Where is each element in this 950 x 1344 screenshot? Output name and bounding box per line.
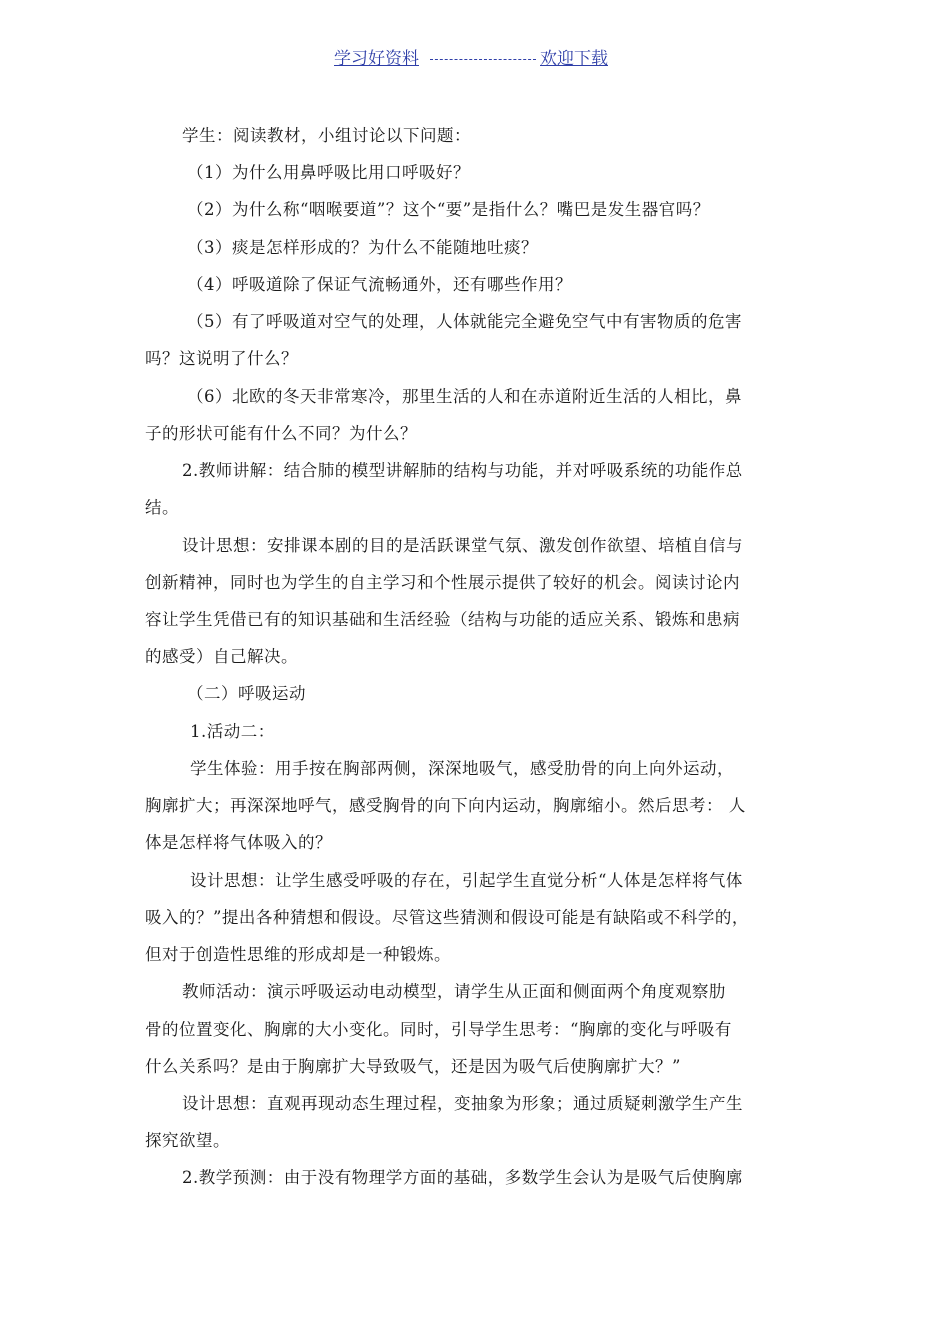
text-line: 2.教师讲解：结合肺的模型讲解肺的结构与功能，并对呼吸系统的功能作总	[182, 461, 743, 480]
text-line: （6）北欧的冬天非常寒冷，那里生活的人和在赤道附近生活的人相比，鼻	[187, 387, 742, 406]
text-line: （4）呼吸道除了保证气流畅通外，还有哪些作用？	[187, 275, 572, 294]
text-line: （3）痰是怎样形成的？为什么不能随地吐痰？	[187, 238, 538, 257]
text-line: 设计思想：让学生感受呼吸的存在，引起学生直觉分析“人体是怎样将气体	[190, 871, 743, 890]
page-header	[0, 44, 950, 72]
section-heading: （二）呼吸运动	[187, 684, 306, 703]
text-line: 学生：阅读教材，小组讨论以下问题：	[182, 126, 471, 145]
text-line: 什么关系吗？是由于胸廓扩大导致吸气，还是因为吸气后使胸廓扩大？”	[145, 1057, 681, 1076]
text-line: 但对于创造性思维的形成却是一种锻炼。	[145, 945, 451, 964]
text-line: 吸入的？”提出各种猜想和假设。尽管这些猜测和假设可能是有缺陷或不科学的，	[145, 908, 749, 927]
header-dashed-divider	[430, 59, 536, 60]
text-line: 学生体验：用手按在胸部两侧，深深地吸气，感受肋骨的向上向外运动，	[190, 759, 734, 778]
text-line: 体是怎样将气体吸入的？	[145, 833, 332, 852]
text-line: 吗？这说明了什么？	[145, 349, 298, 368]
text-line: 探究欲望。	[145, 1131, 230, 1150]
text-line: 的感受）自己解决。	[145, 647, 298, 666]
text-line: 胸廓扩大；再深深地呼气，感受胸骨的向下向内运动，胸廓缩小。然后思考： 人	[145, 796, 746, 815]
text-line: 骨的位置变化、胸廓的大小变化。同时，引导学生思考：“胸廓的变化与呼吸有	[145, 1020, 732, 1039]
header-left-text: 学习好资料	[334, 49, 419, 69]
header-right-text: 欢迎下载	[540, 49, 608, 69]
text-line: （2）为什么称“咽喉要道”？这个“要”是指什么？嘴巴是发生器官吗？	[187, 200, 710, 219]
text-line: （1）为什么用鼻呼吸比用口呼吸好？	[187, 163, 470, 182]
text-line: 结。	[145, 498, 179, 517]
text-line: 设计思想：安排课本剧的目的是活跃课堂气氛、激发创作欲望、培植自信与	[182, 536, 743, 555]
text-line: 创新精神，同时也为学生的自主学习和个性展示提供了较好的机会。阅读讨论内	[145, 573, 740, 592]
text-line: 子的形状可能有什么不同？为什么？	[145, 424, 417, 443]
text-line: 容让学生凭借已有的知识基础和生活经验（结构与功能的适应关系、锻炼和患病	[145, 610, 740, 629]
text-line: 1.活动二：	[190, 722, 275, 741]
text-line: 设计思想：直观再现动态生理过程，变抽象为形象；通过质疑刺激学生产生	[182, 1094, 743, 1113]
text-line: （5）有了呼吸道对空气的处理，人体就能完全避免空气中有害物质的危害	[187, 312, 742, 331]
text-line: 2.教学预测：由于没有物理学方面的基础，多数学生会认为是吸气后使胸廓	[182, 1168, 743, 1187]
text-line: 教师活动：演示呼吸运动电动模型，请学生从正面和侧面两个角度观察肋	[182, 982, 726, 1001]
